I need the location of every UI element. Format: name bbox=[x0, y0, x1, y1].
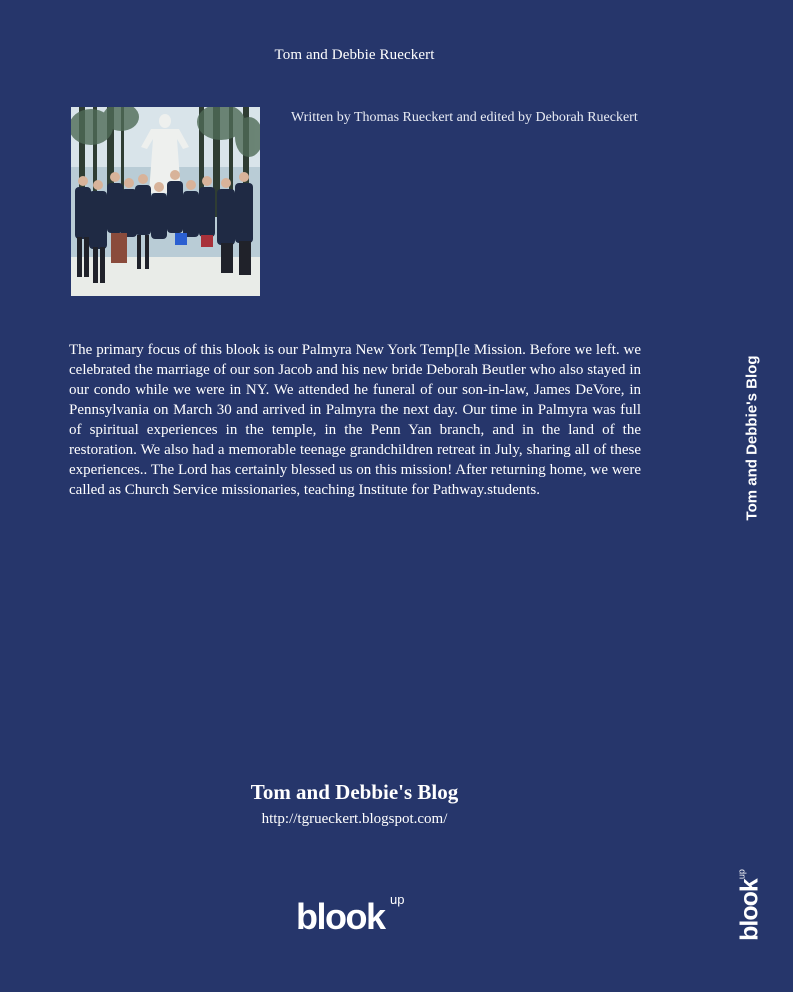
logo-wordmark: blook bbox=[296, 896, 385, 937]
spine-logo-wordmark: blook bbox=[735, 879, 764, 941]
blookup-logo bbox=[296, 892, 405, 937]
book-description: The primary focus of this blook is our Palmyra New York Temp[le Mission. Before we left. we celebrated the marriage of our son Jacob and his new bride Deborah Beutler who also stayed in our condo while we were in NY. We attended he funeral of our son-in-law, James DeVore, in Pennsylvania on March 30 and arrived in Palmyra the next day. Our time in Palmyra was full of spiritual experiences in the temple, in the Penn Yan branch, and in the land of the restoration. We also had a memorable teenage grandchildren retreat in July, sharing all of these experiences.. The Lord has certainly blessed us on this mission! After returning home, we were called as Church Service missionaries, teaching Institute for Pathway.students. bbox=[69, 342, 641, 498]
author-header: Tom and Debbie Rueckert bbox=[274, 47, 435, 63]
blog-url: http://tgrueckert.blogspot.com/ bbox=[261, 811, 448, 827]
group-photo-image bbox=[71, 107, 260, 296]
spine-blookup-logo bbox=[735, 869, 764, 941]
cover-photo bbox=[71, 107, 260, 296]
credits-text: Written by Thomas Rueckert and edited by Deborah Rueckert bbox=[291, 110, 638, 125]
spine-title: Tom and Debbie's Blog bbox=[743, 355, 761, 521]
logo-superscript: up bbox=[390, 892, 405, 907]
spine-logo-superscript: up bbox=[736, 869, 747, 880]
blog-title: Tom and Debbie's Blog bbox=[250, 780, 459, 804]
